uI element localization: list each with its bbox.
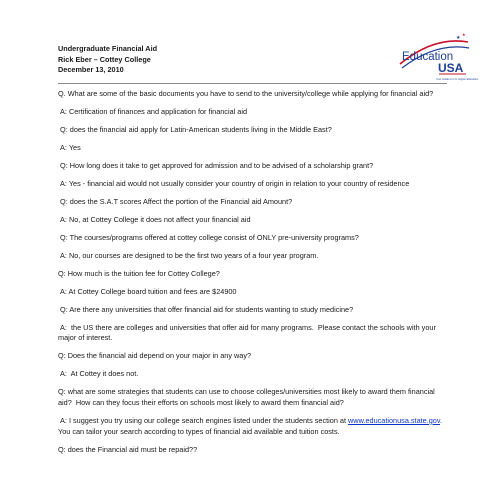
logo-word-education: Education — [402, 51, 454, 63]
logo-star-icon: ★ — [456, 35, 461, 41]
question-strategies: Q: what are some strategies that students can use to choose colleges/universities most likely to award them financial aid? How can they focus their efforts on schools most likely to award them financial aid? — [58, 387, 437, 407]
logo-word-usa: USA — [438, 61, 464, 75]
question-programs: Q: The courses/programs offered at cottey college consist of ONLY pre-university programs? — [58, 232, 359, 242]
header-author: Rick Eber – Cottey College — [58, 54, 151, 64]
question-medicine: Q: Are there any universities that offer financial aid for students wanting to study medicine? — [58, 304, 354, 314]
answer-major: A: At Cottey it does not. — [58, 369, 139, 379]
qa-body — [58, 89, 448, 462]
answer-sat-scores: A: No, at Cottey College it does not affect your financial aid — [58, 214, 251, 224]
educationusa-link[interactable]: www.educationusa.state.gov — [348, 415, 440, 425]
question-documents: Q. What are some of the basic documents you have to send to the university/college while applying for financial aid? — [58, 89, 434, 98]
logo-star-icon: ★ — [462, 32, 466, 37]
header-divider — [58, 83, 447, 84]
answer-strategies-text-2: . You can tailor your search according to types of financial aid available and tuition costs. — [58, 415, 446, 436]
question-tuition: Q: How much is the tuition fee for Cottey College? — [58, 268, 220, 278]
educationusa-logo — [396, 28, 479, 86]
answer-documents: A: Certification of finances and application for financial aid — [58, 106, 248, 116]
answer-tuition: A: At Cottey College board tuition and fees are $24900 — [58, 286, 237, 296]
logo-tagline: Your Guide to U.S. Higher Education — [436, 78, 479, 81]
question-sat-scores: Q: does the S.A.T scores Affect the portion of the Financial aid Amount? — [58, 196, 293, 206]
question-latin-american: Q: does the financial aid apply for Latin-American students living in the Middle East? — [58, 124, 332, 134]
answer-medicine: A: the US there are colleges and universities that offer aid for many programs. Please contact the schools with your major of interest. — [58, 322, 438, 343]
answer-programs: A: No, our courses are designed to be the first two years of a four year program. — [58, 250, 319, 260]
answer-latin-american: A: Yes — [58, 142, 81, 152]
header-title: Undergraduate Financial Aid — [58, 44, 158, 53]
question-major: Q: Does the financial aid depend on your major in any way? — [58, 351, 252, 361]
answer-strategies-text-1: A: I suggest you try using our college search engines listed under the students section at — [58, 415, 349, 425]
question-approval-time: Q: How long does it take to get approved for admission and to be advised of a scholarship grant? — [58, 160, 374, 170]
answer-approval-time: A: Yes - financial aid would not usually consider your country of origin in relation to your country of residence — [58, 178, 410, 188]
question-repaid: Q: does the Financial aid must be repaid?? — [58, 444, 198, 454]
document-header — [58, 44, 157, 76]
header-date: December 13, 2010 — [58, 65, 124, 75]
answer-strategies — [58, 416, 448, 437]
